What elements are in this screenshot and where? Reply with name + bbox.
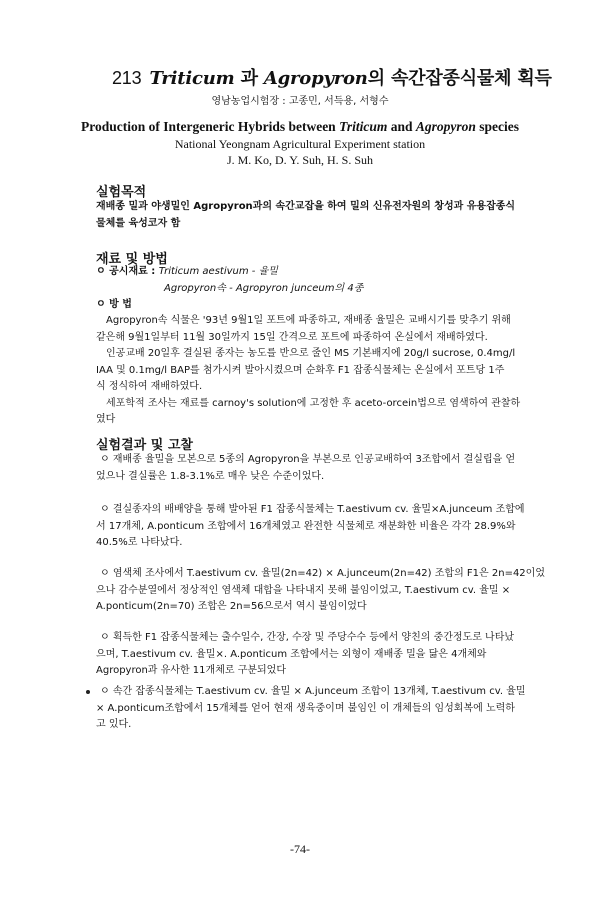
results-heading: 실험결과 및 고찰 — [96, 438, 193, 453]
en-title-part: species — [475, 119, 520, 134]
en-title-genus-2: Agropyron — [415, 119, 476, 134]
abstract-number: 213 — [112, 68, 142, 88]
purpose-text — [96, 199, 548, 232]
english-title — [0, 119, 600, 135]
result-line: A.ponticum(2n=70) 조합은 2n=56으로서 역시 불임이었다 — [96, 601, 367, 612]
result-paragraph-4 — [96, 630, 548, 680]
methods-heading: 재료 및 방법 — [96, 252, 168, 267]
methods-text — [96, 313, 548, 429]
result-line: × A.ponticum조합에서 15개체를 얻어 현재 생육중이며 불임인 이 개체들의 임성회복에 노력하 — [96, 702, 515, 714]
result-paragraph-5 — [96, 684, 548, 734]
title-rest: 의 속간잡종식물체 획득 — [367, 68, 552, 89]
method-label: ㅇ 방 법 — [96, 299, 132, 310]
english-authors: J. M. Ko, D. Y. Suh, H. S. Suh — [226, 153, 374, 167]
result-line: 으나 감수분열에서 정상적인 염색체 대합을 나타내지 못해 불임이었고, T.aestivum cv. 율밀 × — [96, 584, 511, 596]
result-paragraph-3 — [96, 566, 548, 616]
result-line: ㅇ 획득한 F1 잡종식물체는 출수일수, 간장, 수장 및 주당수수 등에서 양친의 중간정도로 나타났 — [100, 632, 515, 643]
result-line: Agropyron과 유사한 11개체로 구분되었다 — [96, 665, 286, 676]
english-institution: National Yeongnam Agricultural Experiment station — [174, 137, 426, 151]
materials — [96, 264, 548, 314]
methods-line: 인공교배 20일후 결실된 종자는 농도를 반으로 줄인 MS 기본배지에 20g/l sucrose, 0.4mg/l — [106, 348, 516, 359]
result-line: ㅇ 속간 잡종식물체는 T.aestivum cv. 율밀 × A.junceum 조합이 13개체, T.aestivum cv. 율밀 — [100, 686, 526, 697]
result-line: 고 있다. — [96, 719, 132, 730]
result-paragraph-2 — [96, 502, 548, 552]
methods-line: 였다 — [96, 414, 116, 425]
result-line: ㅇ 재배종 율밀을 모본으로 5종의 Agropyron을 부본으로 인공교배하여 3조합에서 결실립을 얻 — [100, 454, 516, 465]
title-genus-1: Triticum — [149, 68, 235, 89]
methods-line: Agropyron속 식물은 '93년 9월1일 포트에 파종하고, 재배종 율밀은 교배시기를 맞추기 위해 — [106, 315, 511, 326]
en-title-part: Production of Intergeneric Hybrids between — [80, 119, 340, 134]
purpose-line: 재배종 밀과 야생밀인 Agropyron과의 속간교잡을 하여 밀의 신유전자원의 창성과 유용잡종식 — [96, 201, 516, 212]
result-line: 었으나 결실률은 1.8-3.1%로 매우 낮은 수준이었다. — [96, 470, 325, 482]
result-line: 으며, T.aestivum cv. 율밀×. A.ponticum 조합에서는 외형이 재배종 밀을 닮은 4개체와 — [96, 648, 487, 660]
result-paragraph-1 — [96, 452, 548, 485]
methods-line: 식 정식하여 재배하였다. — [96, 381, 203, 392]
bullet-dot — [86, 690, 90, 694]
title-conj: 과 — [234, 68, 264, 89]
methods-line: 같은해 9월1일부터 11월 30일까지 15일 간격으로 포트에 파종하여 온실에서 재배하였다. — [96, 331, 488, 343]
authors-korean: 영남농업시험장 : 고종민, 서득용, 서형수 — [211, 96, 389, 107]
purpose-line: 물체를 육성코자 함 — [96, 217, 181, 229]
result-line: ㅇ 염색체 조사에서 T.aestivum cv. 율밀(2n=42) × A.junceum(2n=42) 조합의 F1은 2n=42이었 — [100, 568, 545, 579]
result-line: 40.5%로 나타났다. — [96, 537, 183, 548]
methods-line: 세포학적 조사는 재료를 carnoy's solution에 고정한 후 aceto-orcein법으로 염색하여 관찰하 — [106, 397, 521, 409]
en-title-genus-1: Triticum — [339, 119, 388, 134]
page-number: -74- — [290, 842, 310, 856]
materials-label: ㅇ 공시재료 : — [96, 266, 159, 277]
en-title-part: and — [387, 119, 416, 134]
purpose-heading: 실험목적 — [96, 185, 147, 200]
title-genus-2: Agropyron — [263, 68, 368, 89]
paper-title — [112, 64, 552, 90]
result-line: ㅇ 결실종자의 배배양을 통해 발아된 F1 잡종식물체는 T.aestivum cv. 율밀×A.junceum 조합에 — [100, 504, 525, 515]
materials-item: Agropyron속 - Agropyron juncеum의 4종 — [164, 282, 364, 294]
methods-line: IAA 및 0.1mg/l BAP를 첨가시켜 발아시켰으며 순화후 F1 잡종식물체는 온실에서 포트당 1주 — [96, 364, 505, 376]
result-line: 서 17개체, A.ponticum 조합에서 16개체였고 완전한 식물체로 재분화한 비율은 각각 28.9%와 — [96, 520, 516, 532]
materials-item: Triticum aestivum - 율밀 — [158, 266, 278, 277]
